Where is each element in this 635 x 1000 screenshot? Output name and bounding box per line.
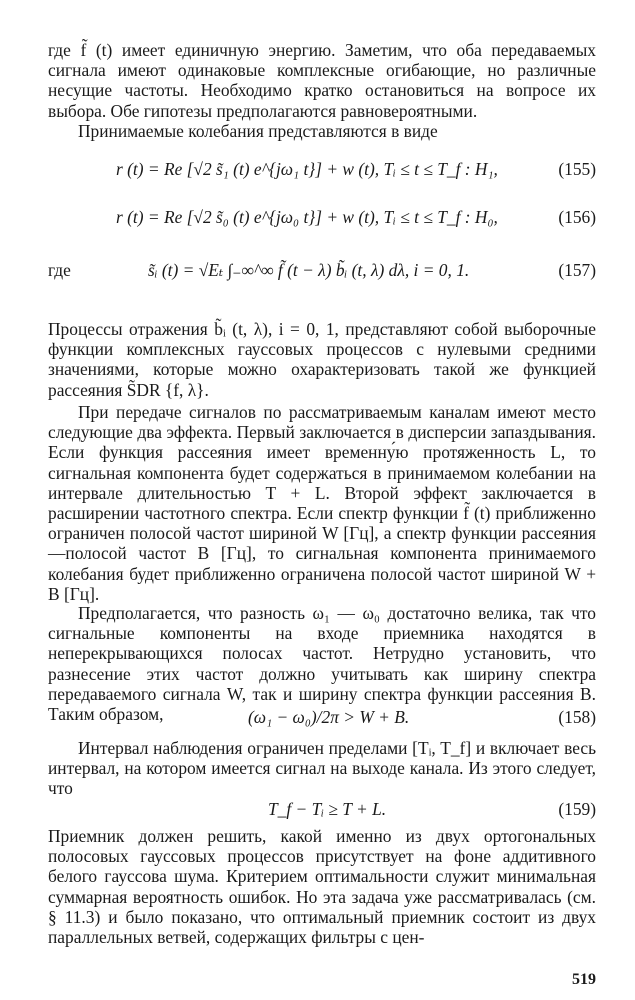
equation-158-body: (ω₁ − ω₀)/2π > W + B. <box>248 707 410 727</box>
equation-157 <box>48 257 596 283</box>
paragraph-2: Принимаемые колебания представляются в виде <box>78 121 438 141</box>
equation-156-number: (156) <box>558 207 596 227</box>
page-number: 519 <box>572 971 596 988</box>
paragraph-1: где f̃ (t) имеет единичную энергию. Заметим, что оба передаваемых сигнала имеют одинаковые комплексные огибающие, но различные несущие частоты. Необходимо кратко остановиться на вопросе их выбора. Обе гипотезы предполагаются равновероятными. <box>48 40 596 121</box>
paragraph-5: Предполагается, что разность ω₁ — ω₀ достаточно велика, так что сигнальные компоненты на входе приемника находятся в неперекрывающихся полосах частот. Нетрудно установить, что разнесение этих частот должно учитывать как ширину спектра передаваемого сигнала W, так и ширину спектра функции рассеяния B. Таким образом, <box>48 603 596 725</box>
paragraph-3: Процессы отражения b̃ᵢ (t, λ), i = 0, 1, представляют собой выборочные функции комплексных гауссовых процессов с нулевыми средними значениями, которые можно охарактеризовать такой же функцией рассеяния S̃DR {f, λ}. <box>48 319 596 400</box>
equation-156-body: r (t) = Re [√2 s̃₀ (t) e^{jω₀ t}] + w (t), Tᵢ ≤ t ≤ T_f : H₀, <box>116 207 498 227</box>
equation-155-body: r (t) = Re [√2 s̃₁ (t) e^{jω₁ t}] + w (t), Tᵢ ≤ t ≤ T_f : H₁, <box>116 159 498 179</box>
equation-155 <box>48 156 596 182</box>
equation-159-body: T_f − Tᵢ ≥ T + L. <box>268 799 387 819</box>
equation-158 <box>48 704 596 730</box>
paragraph-4: При передаче сигналов по рассматриваемым каналам имеют место следующие два эффекта. Первый заключается в дисперсии запаздывания. Если функция рассеяния имеет временну́ю протяженность L, то сигнальная компонента будет содержаться в принимаемом колебании на интервале длительностью T + L. Второй эффект заключается в расширении частотного спектра. Если спектр функции f̃ (t) приближенно ограничен полосой частот шириной W [Гц], а спектр функции рассеяния—полосой частот B [Гц], то сигнальная компонента принимаемого колебания будет приближенно ограничена полосой частот шириной W + B [Гц]. <box>48 402 596 604</box>
equation-157-lead: где <box>48 260 71 280</box>
paragraph-6: Интервал наблюдения ограничен пределами [Tᵢ, T_f] и включает весь интервал, на котором имеется сигнал на выходе канала. Из этого следует, что <box>48 738 596 799</box>
equation-158-number: (158) <box>558 707 596 727</box>
equation-159 <box>48 796 596 822</box>
equation-157-body: s̃ᵢ (t) = √Eₜ ∫₋∞^∞ f̃ (t − λ) b̃ᵢ (t, λ) dλ, i = 0, 1. <box>148 260 470 280</box>
equation-155-number: (155) <box>558 159 596 179</box>
equation-157-number: (157) <box>558 260 596 280</box>
equation-159-number: (159) <box>558 799 596 819</box>
equation-156 <box>48 204 596 230</box>
paragraph-7: Приемник должен решить, какой именно из двух ортогональных полосовых гауссовых процессов присутствует на фоне аддитивного белого гауссова шума. Критерием оптимальности служит минимальная суммарная вероятность ошибок. Но эта задача уже рассматривалась (см. § 11.3) и было показано, что оптимальный приемник состоит из двух параллельных ветвей, содержащих фильтры с цен- <box>48 826 596 948</box>
